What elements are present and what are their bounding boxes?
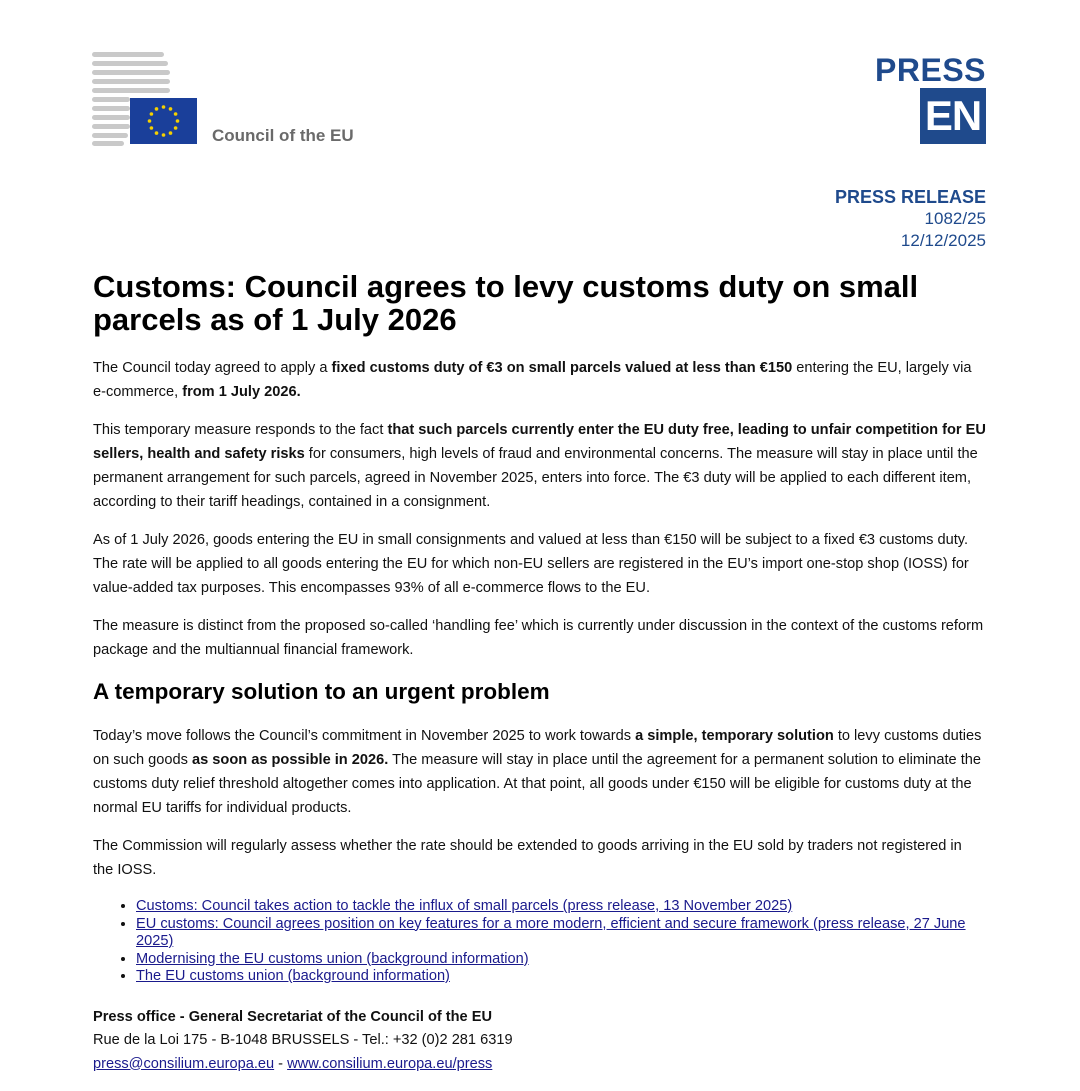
press-email-link[interactable]: press@consilium.europa.eu: [93, 1055, 275, 1072]
release-number: 1082/25: [924, 209, 986, 228]
related-links-list: [93, 898, 986, 986]
press-label: PRESS: [875, 52, 986, 88]
release-label: PRESS RELEASE: [834, 187, 986, 207]
press-office-title: Press office - General Secretariat of the Council of the EU: [93, 1008, 492, 1025]
paragraph-5: Today’s move follows the Council’s commitment in November 2025 to work towards a simple, temporary solution to levy customs duties on such goods as soon as possible in 2026. The measure will stay in place until the agreement for a permanent solution to eliminate the customs duty relief threshold altogether comes into application. At that point, all goods under €150 will be eligible for customs duty at the normal EU tariffs for individual products.: [93, 728, 982, 816]
related-link-modernising[interactable]: Modernising the EU customs union (background information): [136, 950, 529, 967]
related-link-customs-union[interactable]: The EU customs union (background information): [136, 968, 450, 984]
paragraph-2: This temporary measure responds to the fact that such parcels currently enter the EU duty free, leading to unfair competition for EU sellers, health and safety risks for consumers, high levels of fraud and environmental concerns. The measure will stay in place until the permanent arrangement for such parcels, agreed in November 2025, enters into force. The €3 duty will be applied to each different item, according to their tariff headings, contained in a consignment.: [93, 422, 986, 510]
press-office-links: press@consilium.europa.eu - www.consilium.europa.eu/press: [93, 1055, 493, 1072]
org-name: Council of the EU: [212, 126, 354, 145]
release-info: [835, 186, 986, 252]
language-badge: EN: [920, 88, 986, 144]
paragraph-3: As of 1 July 2026, goods entering the EU in small consignments and valued at less than €150 will be subject to a fixed €3 customs duty. The rate will be applied to all goods entering the EU for which non-EU sellers are registered in the EU’s import one-stop shop (IOSS) for value-added tax purposes. This encompasses 93% of all e-commerce flows to the EU.: [93, 532, 969, 596]
eu-flag-icon: [130, 98, 197, 144]
section-heading: A temporary solution to an urgent problem: [93, 679, 550, 704]
list-item: [136, 951, 986, 969]
related-link-small-parcels[interactable]: Customs: Council takes action to tackle the influx of small parcels (press release, 13 November 2025): [136, 898, 793, 914]
council-logo-icon: [92, 52, 212, 146]
article-body: [93, 270, 986, 1076]
release-date: 12/12/2025: [900, 231, 986, 250]
press-office-address: Rue de la Loi 175 - B-1048 BRUSSELS - Tel.: +32 (0)2 281 6319: [93, 1031, 513, 1048]
list-item: [136, 898, 986, 916]
press-website-link[interactable]: www.consilium.europa.eu/press: [287, 1055, 493, 1072]
list-item: [136, 916, 986, 951]
list-item: [136, 968, 986, 986]
paragraph-4: The measure is distinct from the proposed so-called ‘handling fee’ which is currently under discussion in the context of the customs reform package and the multiannual financial framework.: [93, 618, 984, 658]
footer-contact: [93, 1006, 986, 1076]
related-link-customs-framework[interactable]: EU customs: Council agrees position on key features for a more modern, efficient and secure framework (press release, 27 June 2025): [136, 915, 966, 949]
page-title: Customs: Council agrees to levy customs duty on small parcels as of 1 July 2026: [93, 269, 919, 337]
paragraph-6: The Commission will regularly assess whether the rate should be extended to goods arriving in the EU sold by traders not registered in the IOSS.: [93, 838, 962, 878]
paragraph-1: The Council today agreed to apply a fixed customs duty of €3 on small parcels valued at less than €150 entering the EU, largely via e-commerce, from 1 July 2026.: [93, 360, 972, 400]
